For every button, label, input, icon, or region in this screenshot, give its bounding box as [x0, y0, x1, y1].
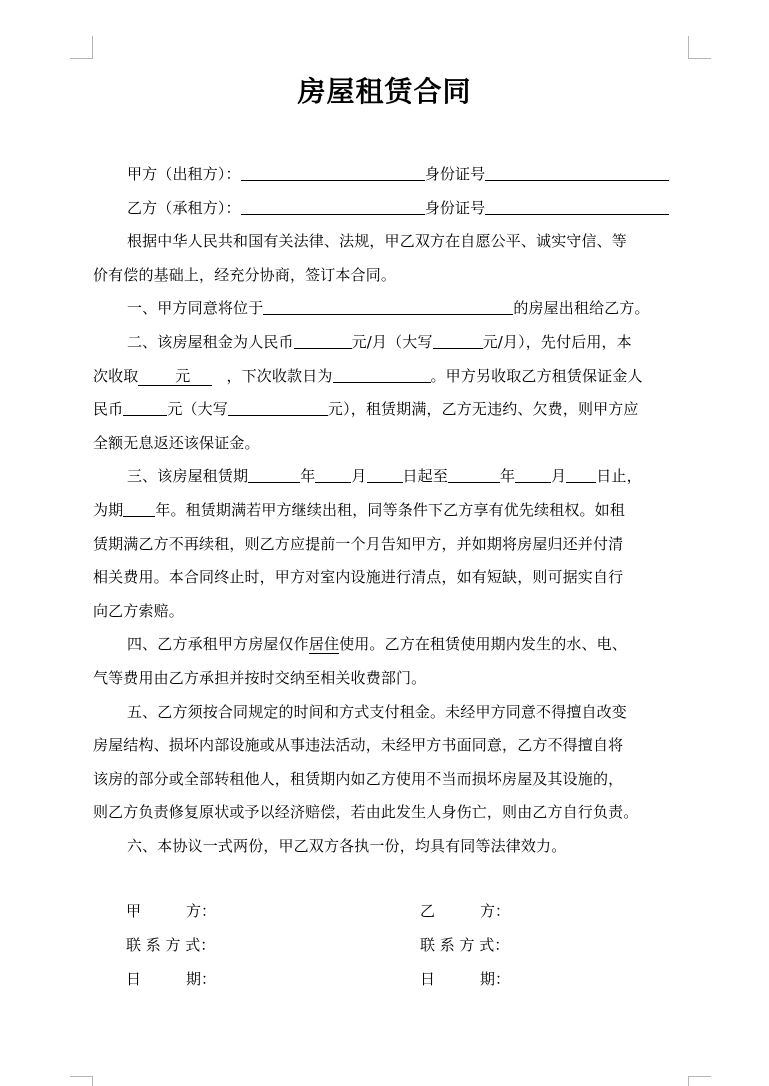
- clause-3-line: [93, 494, 687, 528]
- clause-1-text: 的房屋出租给乙方。: [513, 299, 650, 318]
- start-day-blank[interactable]: [367, 465, 403, 483]
- clause-2-line: 全额无息返还该保证金。: [93, 433, 260, 452]
- party-b-id-blank[interactable]: [485, 197, 669, 215]
- party-b-name-blank[interactable]: [241, 197, 425, 215]
- clause-3-line: 向乙方索赔。: [93, 601, 184, 620]
- party-b-label: 乙方（承租方）：: [127, 198, 241, 217]
- term-years-blank[interactable]: [123, 499, 155, 517]
- year-label: 年: [499, 467, 516, 486]
- clause-5-line: 该房的部分或全部转租他人，租赁期内如乙方使用不当而损坏房屋及其设施的，: [93, 769, 624, 788]
- clause-4-line: [93, 628, 687, 662]
- clause-4-text: 使用。乙方在租赁使用期内发生的水、电、: [339, 635, 627, 654]
- year-label: 年: [300, 467, 316, 486]
- month-label: 月: [351, 467, 367, 486]
- margin-mark-top-right: [688, 36, 711, 59]
- signature-row-date: [93, 963, 687, 997]
- clause-2-line: [93, 393, 687, 427]
- clause-3-line: 赁期满乙方不再续租，则乙方应提前一个月告知甲方，并如期将房屋归还并付清: [93, 534, 624, 553]
- clause-5-line: 则乙方负责修复原状或予以经济赔偿，若由此发生人身伤亡，则由乙方自行负责。: [93, 803, 639, 822]
- clause-4-line: 气等费用由乙方承担并按时交纳至相关收费部门。: [93, 668, 427, 687]
- clause-5-line: 五、乙方须按合同规定的时间和方式支付租金。未经甲方同意不得擅自改变: [127, 702, 627, 721]
- clause-3-text: 年。租赁期满若甲方继续出租，同等条件下乙方享有优先续租权。如租: [155, 500, 625, 519]
- rent-amount-words-blank[interactable]: [433, 331, 483, 349]
- clause-2-line: [93, 326, 687, 360]
- clause-2-text: ，下次收款日为: [226, 366, 333, 385]
- clause-1-line: [93, 292, 687, 326]
- deposit-amount-blank[interactable]: [123, 398, 167, 416]
- clause-3-line: 相关费用。本合同终止时，甲方对室内设施进行清点，如有短缺，则可据实自行: [93, 568, 624, 587]
- party-b-contact-label: 联 系 方 式：: [420, 936, 510, 955]
- clause-3-text: 为期: [93, 500, 124, 519]
- preamble-line: 价有偿的基础上，经充分协商，签订本合同。: [93, 265, 397, 284]
- signature-row-contact: [93, 929, 687, 963]
- clause-2-line: [93, 360, 687, 394]
- property-address-blank[interactable]: [263, 297, 513, 315]
- clause-5-line: 房屋结构、损坏内部设施或从事违法活动，未经甲方书面同意，乙方不得擅自将: [93, 736, 624, 755]
- party-b-line: [93, 192, 687, 226]
- clause-2-text: 。甲方另收取乙方租赁保证金人: [430, 366, 643, 385]
- contract-body: [93, 158, 687, 996]
- margin-mark-top-left: [70, 36, 93, 59]
- party-a-signature-label: 甲 方：: [126, 902, 217, 921]
- preamble-line: 根据中华人民共和国有关法律、法规，甲乙双方在自愿公平、诚实守信、等: [127, 232, 627, 251]
- clause-1-text: 一、甲方同意将位于: [127, 299, 264, 318]
- next-payment-date-blank[interactable]: [333, 365, 431, 383]
- first-payment-unit: 元: [175, 366, 191, 385]
- rent-amount-blank[interactable]: [294, 331, 352, 349]
- document-title: 房屋租赁合同: [297, 75, 472, 108]
- signature-row-party: [93, 895, 687, 929]
- party-a-contact-label: 联 系 方 式：: [126, 936, 216, 955]
- clause-2-text: 元/月），先付后用，本: [482, 332, 632, 351]
- clause-2-text: 元/月（大写: [351, 332, 433, 351]
- clause-2-text: 元（大写: [167, 400, 228, 419]
- party-b-date-label: 日 期：: [420, 969, 511, 988]
- first-payment-blank[interactable]: [138, 368, 212, 386]
- end-month-blank[interactable]: [515, 465, 551, 483]
- clause-3-text: 日起至: [402, 467, 448, 486]
- party-b-signature-label: 乙 方：: [420, 902, 511, 921]
- clause-3-line: [93, 460, 687, 494]
- month-label: 月: [551, 467, 567, 486]
- clause-2-text: 二、该房屋租金为人民币: [127, 332, 294, 351]
- clause-2-text: 民币: [93, 400, 124, 419]
- clause-4-text: 四、乙方承租甲方房屋仅作: [127, 635, 309, 654]
- start-year-blank[interactable]: [248, 465, 300, 483]
- party-a-label: 甲方（出租方）：: [127, 165, 241, 183]
- start-month-blank[interactable]: [315, 465, 351, 483]
- clause-2-text: 元），租赁期满，乙方无违约、欠费，则甲方应: [327, 400, 639, 419]
- party-a-id-blank[interactable]: [485, 163, 669, 181]
- deposit-amount-words-blank[interactable]: [228, 398, 328, 416]
- end-day-blank[interactable]: [566, 465, 596, 483]
- usage-purpose: 居住: [308, 635, 340, 654]
- end-year-blank[interactable]: [448, 465, 500, 483]
- clause-3-text: 三、该房屋租赁期: [127, 467, 249, 486]
- party-a-id-label: 身份证号: [424, 165, 486, 183]
- party-a-line: [93, 158, 687, 192]
- clause-6-line: 六、本协议一式两份，甲乙双方各执一份，均具有同等法律效力。: [127, 836, 567, 855]
- party-a-date-label: 日 期：: [126, 969, 217, 988]
- party-a-name-blank[interactable]: [241, 163, 425, 181]
- party-b-id-label: 身份证号: [424, 198, 486, 217]
- clause-3-text: 日止，: [596, 467, 642, 486]
- clause-2-text: 次收取: [93, 366, 139, 385]
